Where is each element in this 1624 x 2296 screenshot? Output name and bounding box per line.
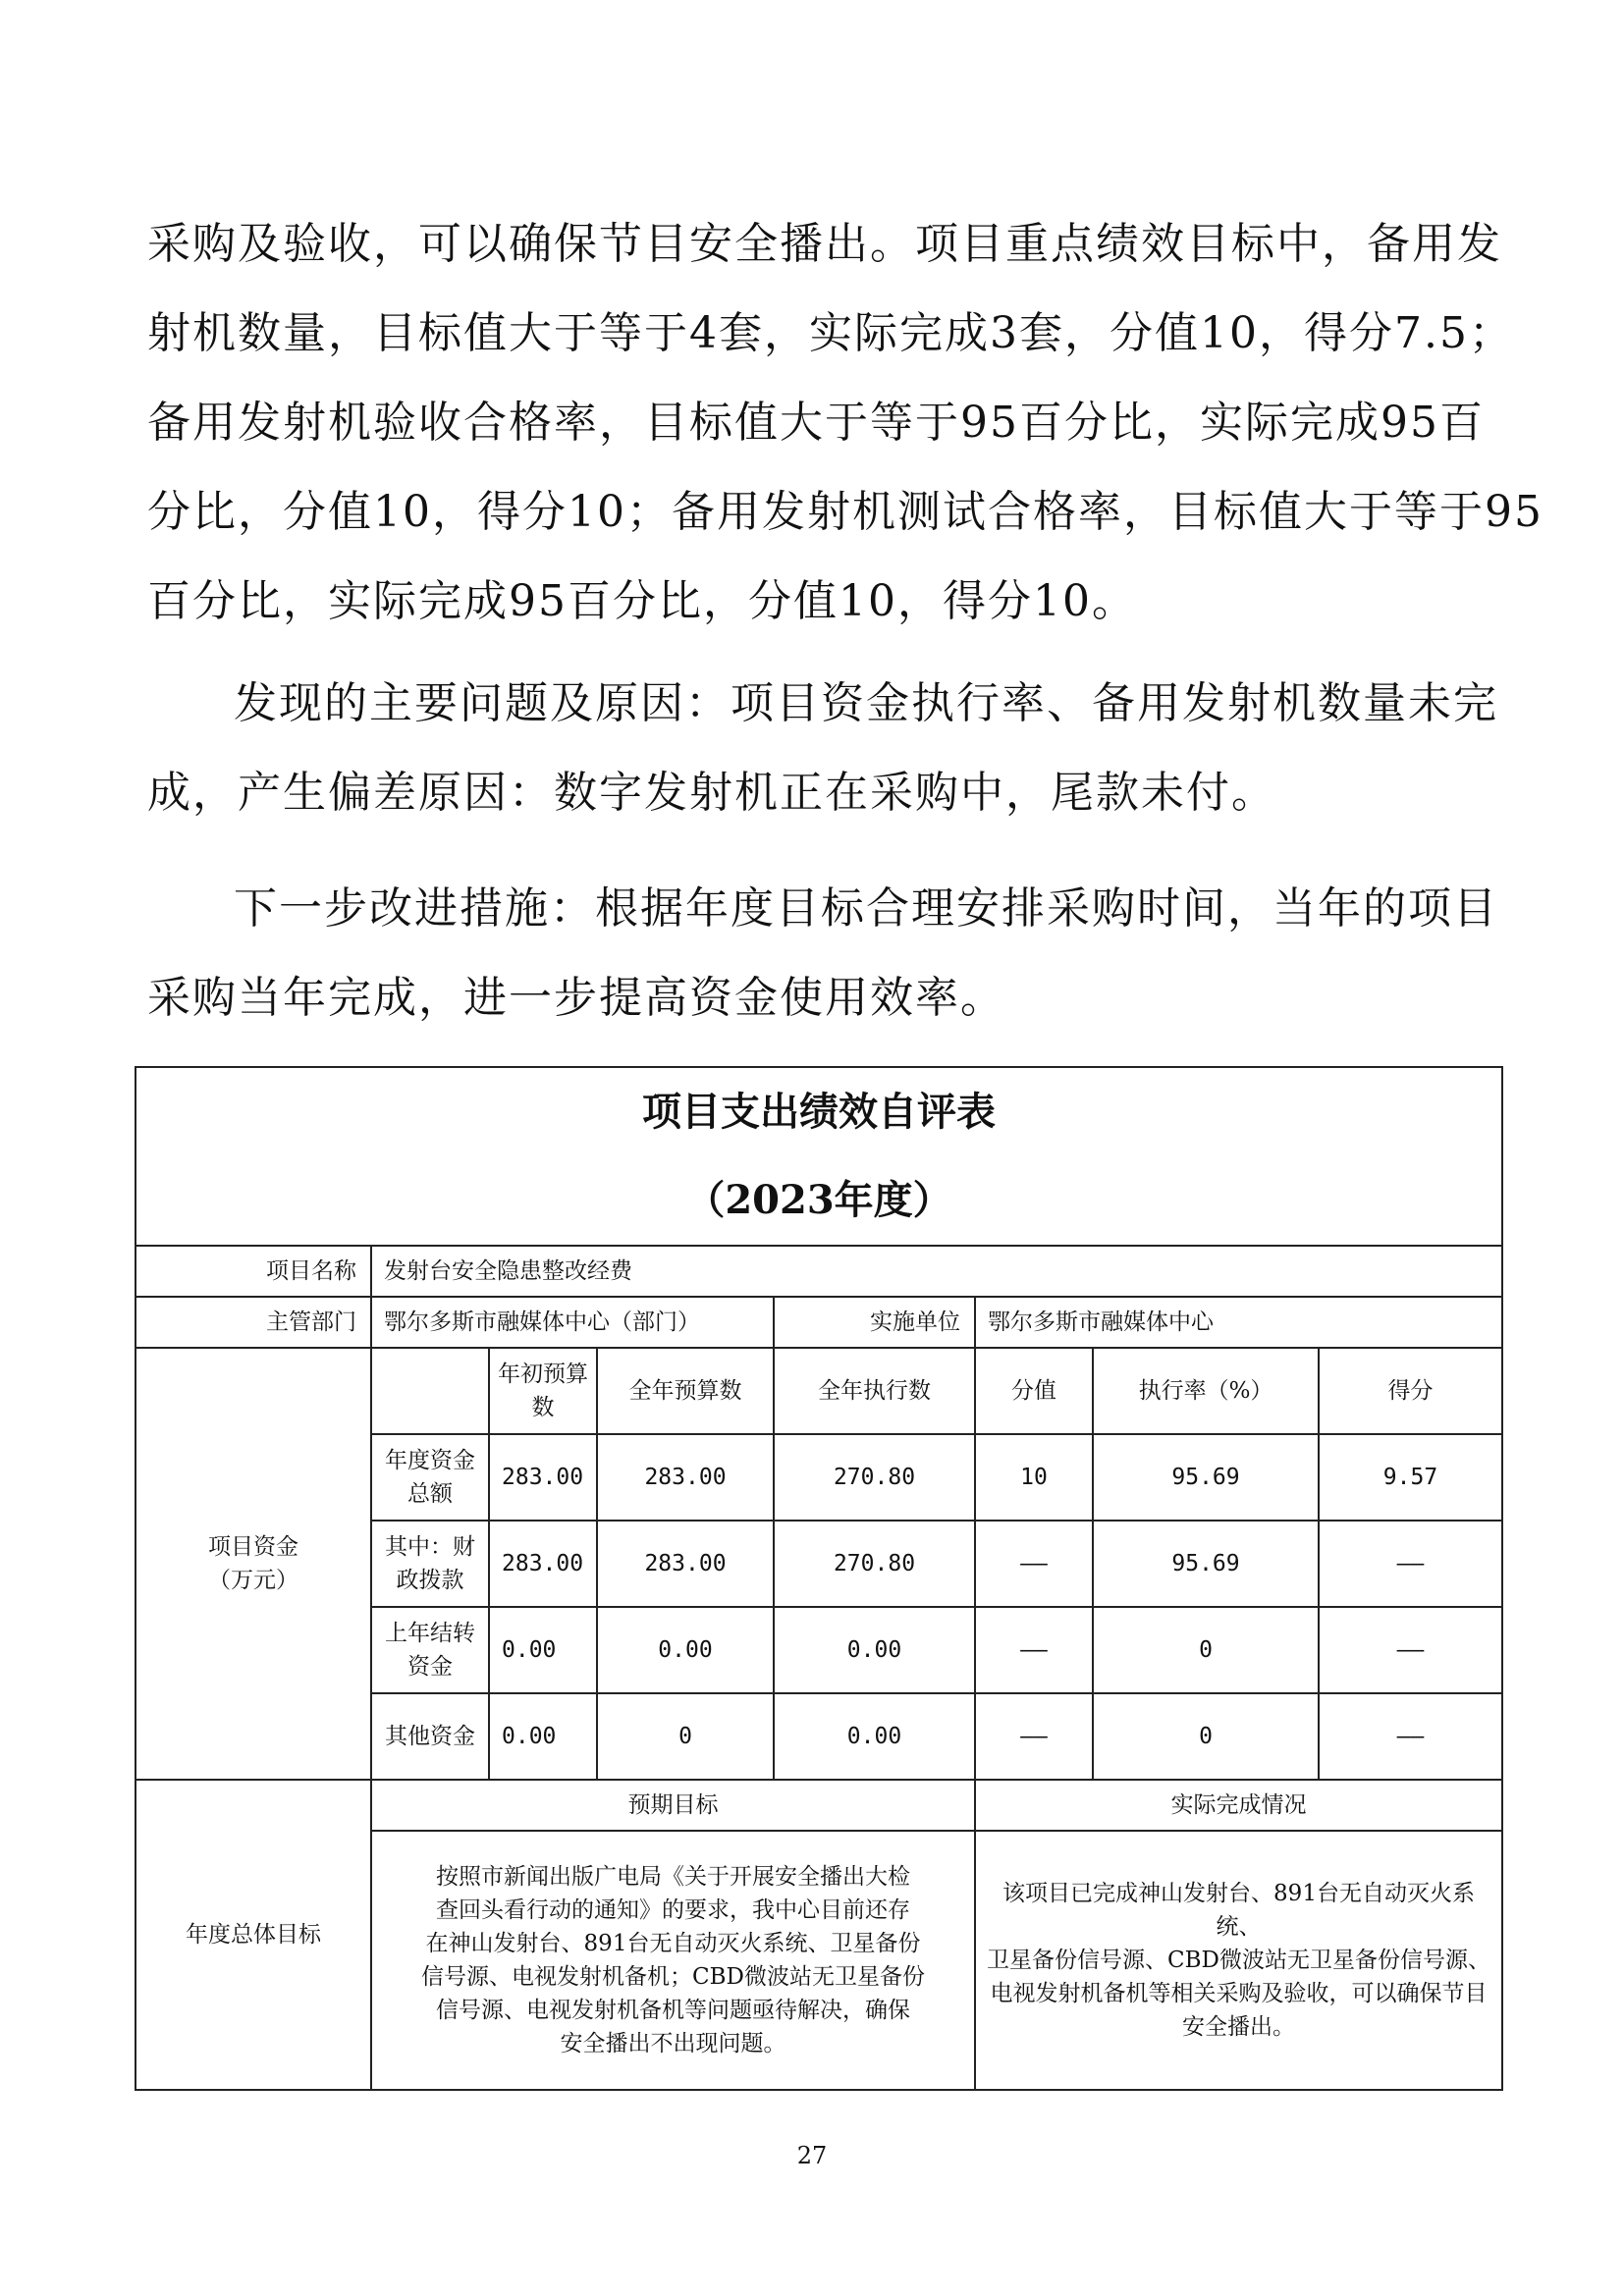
row-label: 年度资金总额 xyxy=(371,1434,489,1521)
text-line: 查回头看行动的通知》的要求，我中心目前还存 xyxy=(436,1897,910,1923)
table-title: 项目支出绩效自评表 xyxy=(642,1090,996,1135)
cell-value: —— xyxy=(1319,1521,1502,1607)
cell-value: —— xyxy=(1319,1693,1502,1780)
cell-value: 270.80 xyxy=(774,1434,975,1521)
text-line: 射机数量，目标值大于等于4套，实际完成3套，分值10，得分7.5； xyxy=(147,308,1514,358)
row-label: 其他资金 xyxy=(371,1693,489,1780)
cell-value: 10 xyxy=(975,1434,1093,1521)
cell-value: —— xyxy=(975,1693,1093,1780)
text-line: 分比，分值10，得分10；备用发射机测试合格率，目标值大于等于95 xyxy=(147,487,1543,537)
page-number: 27 xyxy=(796,2142,828,2169)
cell-value: 95.69 xyxy=(1093,1521,1319,1607)
header-cell: 全年执行数 xyxy=(774,1348,975,1434)
text-line: 信号源、电视发射机备机；CBD微波站无卫星备份 xyxy=(421,1964,925,1990)
cell-value: 0 xyxy=(597,1693,774,1780)
paragraph-problems xyxy=(147,659,1498,837)
actual-header: 实际完成情况 xyxy=(975,1780,1502,1831)
table-title-cell xyxy=(135,1067,1502,1246)
header-cell: 得分 xyxy=(1319,1348,1502,1434)
project-name-value: 发射台安全隐患整改经费 xyxy=(371,1246,1502,1297)
cell-value: 270.80 xyxy=(774,1521,975,1607)
dept-value: 鄂尔多斯市融媒体中心（部门） xyxy=(371,1297,774,1348)
paragraph-performance xyxy=(147,199,1543,646)
expected-goal-text xyxy=(371,1831,975,2090)
project-name-label: 项目名称 xyxy=(135,1246,371,1297)
expected-header: 预期目标 xyxy=(371,1780,975,1831)
evaluation-table-container xyxy=(135,1066,1501,2091)
cell-value: 283.00 xyxy=(489,1521,597,1607)
table-subtitle: （2023年度） xyxy=(685,1177,952,1223)
actual-completion-text xyxy=(975,1831,1502,2090)
text-line: 信号源、电视发射机备机等问题亟待解决，确保 xyxy=(436,1998,910,2023)
row-label: 上年结转资金 xyxy=(371,1607,489,1693)
header-empty-cell xyxy=(371,1348,489,1434)
text-line: 采购及验收，可以确保节目安全播出。项目重点绩效目标中，备用发 xyxy=(147,219,1502,269)
text-line: 百分比，实际完成95百分比，分值10，得分10。 xyxy=(147,576,1137,626)
cell-value: 0.00 xyxy=(774,1607,975,1693)
text-line: 卫星备份信号源、CBD微波站无卫星备份信号源、 xyxy=(987,1948,1490,1973)
cell-value: 95.69 xyxy=(1093,1434,1319,1521)
text-line: 安全播出。 xyxy=(1182,2014,1295,2040)
paragraph-improvements xyxy=(147,864,1498,1042)
unit-label: 实施单位 xyxy=(774,1297,975,1348)
cell-value: 0 xyxy=(1093,1607,1319,1693)
cell-value: 0.00 xyxy=(774,1693,975,1780)
text-line: 在神山发射台、891台无自动灭火系统、卫星备份 xyxy=(425,1931,921,1956)
cell-value: 283.00 xyxy=(597,1521,774,1607)
text-line: 该项目已完成神山发射台、891台无自动灭火系统、 xyxy=(1002,1881,1475,1940)
header-cell: 分值 xyxy=(975,1348,1093,1434)
funds-label: 项目资金 xyxy=(208,1534,298,1560)
text-line: 下一步改进措施：根据年度目标合理安排采购时间，当年的项目 xyxy=(234,883,1498,934)
cell-value: 9.57 xyxy=(1319,1434,1502,1521)
header-cell: 全年预算数 xyxy=(597,1348,774,1434)
cell-value: 283.00 xyxy=(489,1434,597,1521)
header-cell: 执行率（%） xyxy=(1093,1348,1319,1434)
unit-value: 鄂尔多斯市融媒体中心 xyxy=(975,1297,1502,1348)
cell-value: 0.00 xyxy=(489,1693,597,1780)
text-line: 按照市新闻出版广电局《关于开展安全播出大检 xyxy=(436,1864,910,1890)
row-label: 其中：财政拨款 xyxy=(371,1521,489,1607)
text-line: 安全播出不出现问题。 xyxy=(560,2031,786,2056)
text-line: 发现的主要问题及原因：项目资金执行率、备用发射机数量未完 xyxy=(234,678,1498,728)
text-line: 采购当年完成，进一步提高资金使用效率。 xyxy=(147,973,1005,1023)
cell-value: —— xyxy=(975,1521,1093,1607)
header-cell: 年初预算数 xyxy=(489,1348,597,1434)
cell-value: 0.00 xyxy=(597,1607,774,1693)
cell-value: 0 xyxy=(1093,1693,1319,1780)
funds-label-cell xyxy=(135,1348,371,1780)
cell-value: —— xyxy=(975,1607,1093,1693)
goal-label: 年度总体目标 xyxy=(135,1780,371,2090)
funds-unit: （万元） xyxy=(208,1568,298,1593)
text-line: 电视发射机备机等相关采购及验收，可以确保节目 xyxy=(990,1981,1488,2006)
dept-label: 主管部门 xyxy=(135,1297,371,1348)
text-line: 成，产生偏差原因：数字发射机正在采购中，尾款未付。 xyxy=(147,768,1276,818)
cell-value: 283.00 xyxy=(597,1434,774,1521)
cell-value: —— xyxy=(1319,1607,1502,1693)
text-line: 备用发射机验收合格率，目标值大于等于95百分比，实际完成95百 xyxy=(147,398,1485,448)
cell-value: 0.00 xyxy=(489,1607,597,1693)
evaluation-table xyxy=(135,1066,1503,2091)
